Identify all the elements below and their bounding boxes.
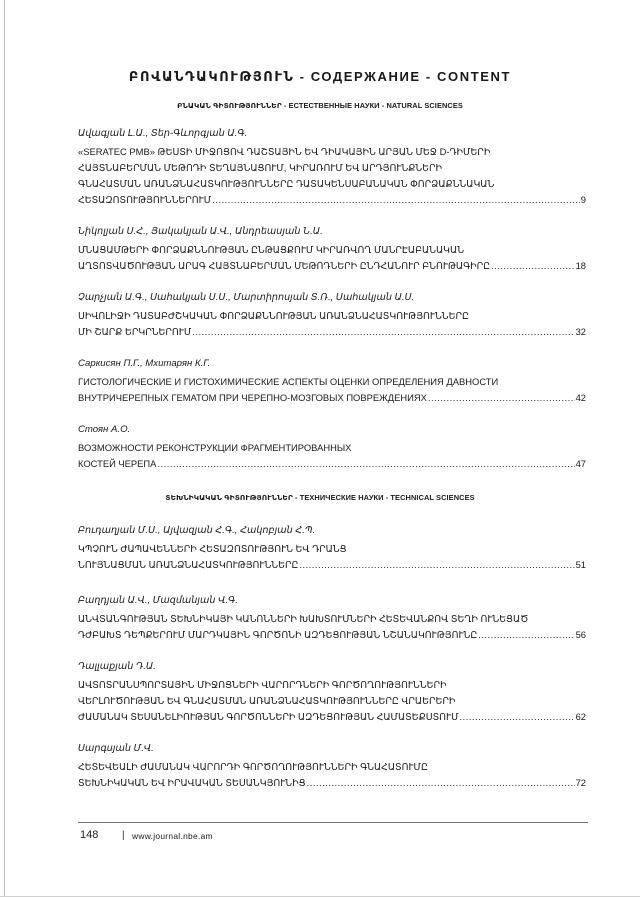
toc-entry[interactable]: [78, 423, 586, 472]
entry-title-line: ԺԱՄԱՆԱԿ ՏԵՍԱՆԵԼԻՈՒԹՅԱՆ ԳՈՐԾՈՆՆԵՐԻ ԱԶԴԵՑՈՒԹՅԱՆ ՀԱՄԱՏԵՔՍՏՈՒՄ: [78, 711, 459, 722]
footer-page-number: 148: [80, 829, 99, 841]
entry-last-line: [78, 456, 586, 472]
dot-leader: [192, 324, 574, 340]
entry-title-line: ВОЗМОЖНОСТИ РЕКОНСТРУКЦИИ ФРАГМЕНТИРОВАННЫХ: [78, 442, 352, 453]
dot-leader: [299, 557, 574, 573]
entry-last-line: [78, 709, 586, 725]
entry-title-line: КОСТЕЙ ЧЕРЕПА: [78, 458, 157, 469]
footer-rule: [78, 822, 588, 823]
entry-last-line: [78, 557, 586, 573]
entry-authors: Բաղդյան Ա.Վ., Մազմանյան Վ.Գ.: [78, 595, 238, 606]
left-margin-rule: [4, 0, 5, 897]
entry-page-number: 32: [575, 326, 586, 337]
entry-title-line: ՆՈՒՅՆԱՑՄԱՆ ԱՌԱՆՁՆԱՀԱՏԿՈՒԹՅՈՒՆՆԵՐԸ: [78, 559, 299, 570]
entry-authors: Չարչյան Ա.Գ., Սահակյան Ս.Ս., Մարտիրոսյան Տ.Ռ., Սահակյան Ա.Ս.: [78, 292, 415, 303]
section-title-technical-sciences: ՏԵԽՆԻԿԱԿԱՆ ԳԻՏՈՒԹՅՈՒՆՆԵՐ - ТЕХНИЧЕСКИЕ НАУКИ - TECHNICAL SCIENCES: [165, 493, 475, 502]
entry-last-line: [78, 324, 586, 340]
entry-last-line: [78, 627, 586, 643]
entry-authors: Նիկոլյան Ս.Հ., Յակակյան Ա.Վ., Անդրեասյան Ն.Ա.: [78, 226, 323, 237]
entry-title-line: ԱՂՏՈՏՎԱԾՈՒԹՅԱՆ ԱՐԱԳ ՀԱՅՏՆԱԲԵՐՄԱՆ ՄԵԹՈԴՆԵՐԻ ԸՆԴՀԱՆՈՒՐ ԲՆՈՒԹԱԳԻՐԸ: [78, 260, 491, 271]
dot-leader: [460, 709, 575, 725]
entry-authors: Բուդաղյան Մ.Ս., Այվազյան Հ.Գ., Հակոբյան Հ.Պ.: [78, 525, 316, 536]
toc-entry[interactable]: [78, 291, 586, 340]
entry-last-line: [78, 258, 586, 274]
entry-authors: Դալլաքյան Դ.Ա.: [78, 661, 156, 672]
entry-page-number: 72: [575, 777, 586, 788]
entry-last-line: [78, 775, 586, 791]
entry-title-line: ГИСТОЛОГИЧЕСКИЕ И ГИСТОХИМИЧЕСКИЕ АСПЕКТЫ ОЦЕНКИ ОПРЕДЕЛЕНИЯ ДАВНОСТИ: [78, 376, 499, 387]
entry-title-line: ՀԵՏԱԶՈՏՈՒԹՅՈՒՆՆԵՐՈՒՄ: [78, 194, 212, 205]
entry-page-number: 51: [575, 559, 586, 570]
toc-entry[interactable]: [78, 524, 586, 573]
entry-title-line: ՎԵՐԼՈՒԾՈՒԹՅԱՆ ԵՎ ԳՆԱՀԱՏՄԱՆ ԱՌԱՆՁՆԱՀԱՏԿՈՒԹՅՈՒՆՆԵՐԸ ՎՐԱԵՐԵՐԻ: [78, 695, 456, 706]
entry-title-line: ՏԵԽՆԻԿԱԿԱՆ ԵՎ ԻՐԱՎԱԿԱՆ ՏԵՍԱՆԿՅՈՒՆԻՑ: [78, 777, 306, 788]
entry-title-line: ՀԵՏԵՎԵԱԼԻ ԺԱՄԱՆԱԿ ՎԱՐՈՐԴԻ ԳՈՐԾՈՂՈՒԹՅՈՒՆՆԵՐԻ ԳՆԱՀԱՏՈՒՄԸ: [78, 761, 428, 772]
entry-page-number: 47: [575, 458, 586, 469]
entry-title-line: ԱՆՎՏԱՆԳՈՒԹՅԱՆ ՏԵԽՆԻԿԱՅԻ ԿԱՆՈՆՆԵՐԻ ԽԱԽՏՈՒՄՆԵՐԻ ՀԵՏԵՎԱՆՔՈՎ ՏԵՂԻ ՈՒՆԵՑԱԾ: [78, 613, 529, 624]
entry-last-line: [78, 390, 586, 406]
dot-leader: [428, 390, 575, 406]
entry-authors: Саркисян П.Г., Мхитарян К.Г.: [78, 358, 211, 369]
toc-entry[interactable]: [78, 225, 586, 274]
entry-last-line: [78, 192, 586, 208]
entry-title-line: ՄԻ ՇԱՐՔ ԵՐԿՐՆԵՐՈՒՄ: [78, 326, 192, 337]
toc-entry[interactable]: [78, 660, 586, 725]
entry-title-line: ՄՆԱՑԱՄԹԵՐԻ ՓՈՐՁԱՔՆՆՈՒԹՅԱՆ ԸՆԹԱՑՔՈՒՄ ԿԻՐԱՌՎՈՂ ՄԱՆՐԷԱԲԱՆԱԿԱՆ: [78, 244, 465, 255]
entry-authors: Стоян А.О.: [78, 424, 131, 435]
entry-page-number: 18: [575, 260, 586, 271]
entry-authors: Սարգսյան Մ.Վ.: [78, 743, 154, 754]
contents-title: ԲՈՎԱՆԴԱԿՈՒԹՅՈՒՆ - СОДЕРЖАНИЕ - CONTENT: [128, 69, 512, 84]
dot-leader: [491, 258, 575, 274]
toc-entry[interactable]: [78, 594, 586, 643]
entry-page-number: 56: [575, 629, 586, 640]
dot-leader: [478, 627, 574, 643]
toc-entry[interactable]: [78, 742, 586, 791]
entry-title-line: ԿՊՉՈՒՆ ԺԱՊԱՎԵՆՆԵՐԻ ՀԵՏԱԶՈՏՈՒԹՅՈՒՆ ԵՎ ԴՐԱՆՑ: [78, 543, 347, 554]
section-title-natural-sciences: ԲՆԱԿԱՆ ԳԻՏՈՒԹՅՈՒՆՆԵՐ - ЕСТЕСТВЕННЫЕ НАУКИ - NATURAL SCIENCES: [177, 101, 463, 110]
entry-page-number: 62: [575, 711, 586, 722]
entry-page-number: 42: [575, 392, 586, 403]
entry-title-line: ՀԱՅՏՆԱԲԵՐՄԱՆ ՄԵԹՈԴԻ ՏԵՂԱՅՆԱՑՈՒՄ, ԿԻՐԱՌՈՒՄ ԵՎ ԱՐԴՅՈՒՆՔՆԵՐԻ: [78, 162, 442, 173]
entry-title-line: «SERATEC PMB» ԹԵՍՏԻ ՄԻՋՈՑՈՎ ԴԱՇՏԱՅԻՆ ԵՎ ԴԻԱԿԱՅԻՆ ԱՐՅԱՆ ՄԵՋ D-ԴԻՄԵՐԻ: [78, 146, 491, 157]
entry-title-line: ՍԻՎՈԼԻՋԻ ԴԱՏԱԲԺՇԿԱԿԱՆ ՓՈՐՁԱՔՆՆՈՒԹՅԱՆ ԱՌԱՆՁՆԱՀԱՏԿՈՒԹՅՈՒՆՆԵՐԸ: [78, 310, 469, 321]
entry-page-number: 9: [580, 194, 586, 205]
dot-leader: [212, 192, 580, 208]
entry-title-line: ԴԺԲԱԽՏ ԴԵՊՔԵՐՈՒՄ ՄԱՐԴԿԱՅԻՆ ԳՈՐԾՈՆԻ ԱԶԴԵՑՈՒԹՅԱՆ ՆՇԱՆԱԿՈՒԹՅՈՒՆԸ: [78, 629, 478, 640]
toc-entry[interactable]: [78, 127, 586, 208]
entry-title-line: ԱՎՏՈՏՐԱՆՍՊՈՐՏԱՅԻՆ ՄԻՋՈՑՆԵՐԻ ՎԱՐՈՐԴՆԵՐԻ ԳՈՐԾՈՂՈՒԹՅՈՒՆՆԵՐԻ: [78, 679, 447, 690]
footer-journal-url[interactable]: www.journal.nbe.am: [132, 831, 213, 841]
entry-title-line: ВНУТРИЧЕРЕПНЫХ ГЕМАТОМ ПРИ ЧЕРЕПНО-МОЗГОВЫХ ПОВРЕЖДЕНИЯХ: [78, 392, 427, 403]
dot-leader: [157, 456, 574, 472]
entry-authors: Ավագյան Լ.Ա., Տեր-Գևորգյան Ա.Գ.: [78, 128, 248, 139]
dot-leader: [307, 775, 575, 791]
footer-separator: |: [122, 830, 125, 841]
entry-title-line: ԳՆԱՀԱՏՄԱՆ ԱՌԱՆՁՆԱՀԱՏԿՈՒԹՅՈՒՆՆԵՐԸ ԴԱՏԱԿԵՆՍԱԲԱՆԱԿԱՆ ՓՈՐՁԱՔՆՆԱԿԱՆ: [78, 178, 495, 189]
toc-entry[interactable]: [78, 357, 586, 406]
